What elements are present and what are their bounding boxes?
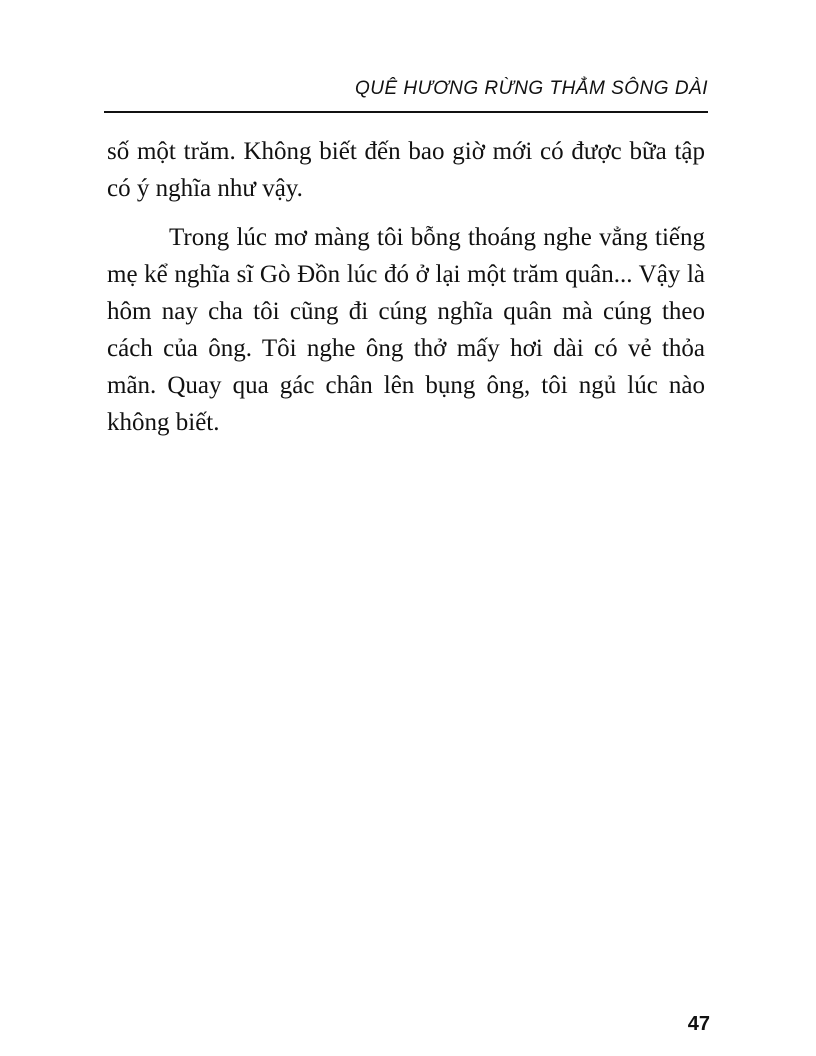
paragraph-continuation: số một trăm. Không biết đến bao giờ mới có được bữa tập có ý nghĩa như vậy.	[107, 138, 705, 202]
page-body	[107, 133, 705, 441]
paragraph-main: Trong lúc mơ màng tôi bỗng thoáng nghe vẳng tiếng mẹ kể nghĩa sĩ Gò Đồn lúc đó ở lại một trăm quân... Vậy là hôm nay cha tôi cũng đi cúng nghĩa quân mà cúng theo cách của ông. Tôi nghe ông thở mấy hơi dài có vẻ thỏa mãn. Quay qua gác chân lên bụng ông, tôi ngủ lúc nào không biết.	[107, 224, 705, 436]
header-divider	[104, 111, 708, 113]
running-header-title: QUÊ HƯƠNG RỪNG THẲM SÔNG DÀI	[354, 78, 708, 99]
page-number: 47	[687, 1013, 710, 1035]
